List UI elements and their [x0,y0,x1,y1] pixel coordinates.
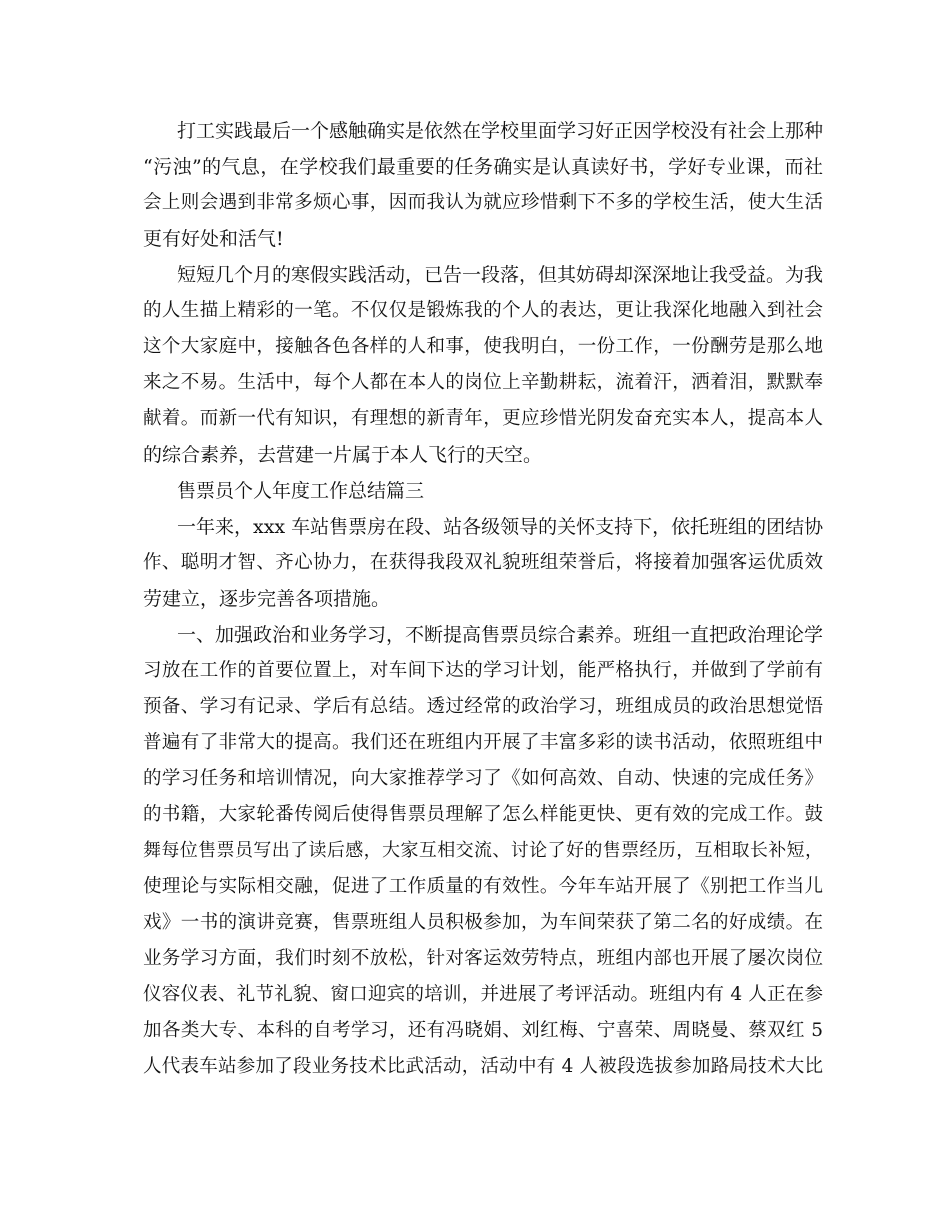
text-line: 的学习任务和培训情况，向大家推荐学习了《如何高效、自动、快速的完成任务》 [143,768,823,789]
text-line: 加各类大专、本科的自考学习，还有冯晓娟、刘红梅、宁喜荣、周晓曼、蔡双红 5 [143,1020,823,1041]
text-line: 戏》一书的演讲竞赛，售票班组人员积极参加，为车间荣获了第二名的好成绩。在 [143,912,823,933]
text-line: 普遍有了非常大的提高。我们还在班组内开展了丰富多彩的读书活动，依照班组中 [143,732,823,753]
section-heading: 售票员个人年度工作总结篇三 [177,480,425,502]
text-line: 这个大家庭中，接触各色各样的人和事，使我明白，一份工作，一份酬劳是那么地 [143,336,823,357]
text-line: 仪容仪表、礼节礼貌、窗口迎宾的培训，并进展了考评活动。班组内有 4 人正在参 [143,984,823,1005]
text-line: 会上则会遇到非常多烦心事，因而我认为就应珍惜剩下不多的学校生活，使大生活 [143,192,823,213]
text-line: 人代表车站参加了段业务技术比武活动，活动中有 4 人被段选拔参加路局技术大比 [143,1056,823,1077]
text-line: 来之不易。生活中，每个人都在本人的岗位上辛勤耕耘，流着汗，洒着泪，默默奉 [143,372,823,393]
text-line: 习放在工作的首要位置上，对车间下达的学习计划，能严格执行，并做到了学前有 [143,660,823,681]
text-line: 预备、学习有记录、学后有总结。透过经常的政治学习，班组成员的政治思想觉悟 [143,696,823,717]
text-line: 的综合素养，去营建一片属于本人飞行的天空。 [143,444,543,466]
text-line: 短短几个月的寒假实践活动，已告一段落，但其妨碍却深深地让我受益。为我 [177,264,824,286]
text-line: 一、加强政治和业务学习，不断提高售票员综合素养。班组一直把政治理论学 [177,624,824,646]
text-line: 的人生描上精彩的一笔。不仅仅是锻炼我的个人的表达，更让我深化地融入到社会 [143,300,823,321]
text-line: 打工实践最后一个感触确实是依然在学校里面学习好正因学校没有社会上那种 [177,120,824,142]
text-line: 一年来，xxx 车站售票房在段、站各级领导的关怀支持下，依托班组的团结协 [177,516,824,538]
text-line: 业务学习方面，我们时刻不放松，针对客运效劳特点，班组内部也开展了屡次岗位 [143,948,823,969]
text-line: 舞每位售票员写出了读后感，大家互相交流、讨论了好的售票经历，互相取长补短， [143,840,823,861]
text-line: “污浊”的气息，在学校我们最重要的任务确实是认真读好书，学好专业课，而社 [143,156,823,178]
text-line: 劳建立，逐步完善各项措施。 [143,588,391,610]
text-line: 更有好处和活气! [143,228,284,250]
text-line: 献着。而新一代有知识，有理想的新青年，更应珍惜光阴发奋充实本人，提高本人 [143,408,823,429]
text-line: 作、聪明才智、齐心协力，在获得我段双礼貌班组荣誉后，将接着加强客运优质效 [143,552,823,573]
text-line: 使理论与实际相交融，促进了工作质量的有效性。今年车站开展了《别把工作当儿 [143,876,823,897]
text-line: 的书籍，大家轮番传阅后使得售票员理解了怎么样能更快、更有效的完成工作。鼓 [143,804,823,825]
